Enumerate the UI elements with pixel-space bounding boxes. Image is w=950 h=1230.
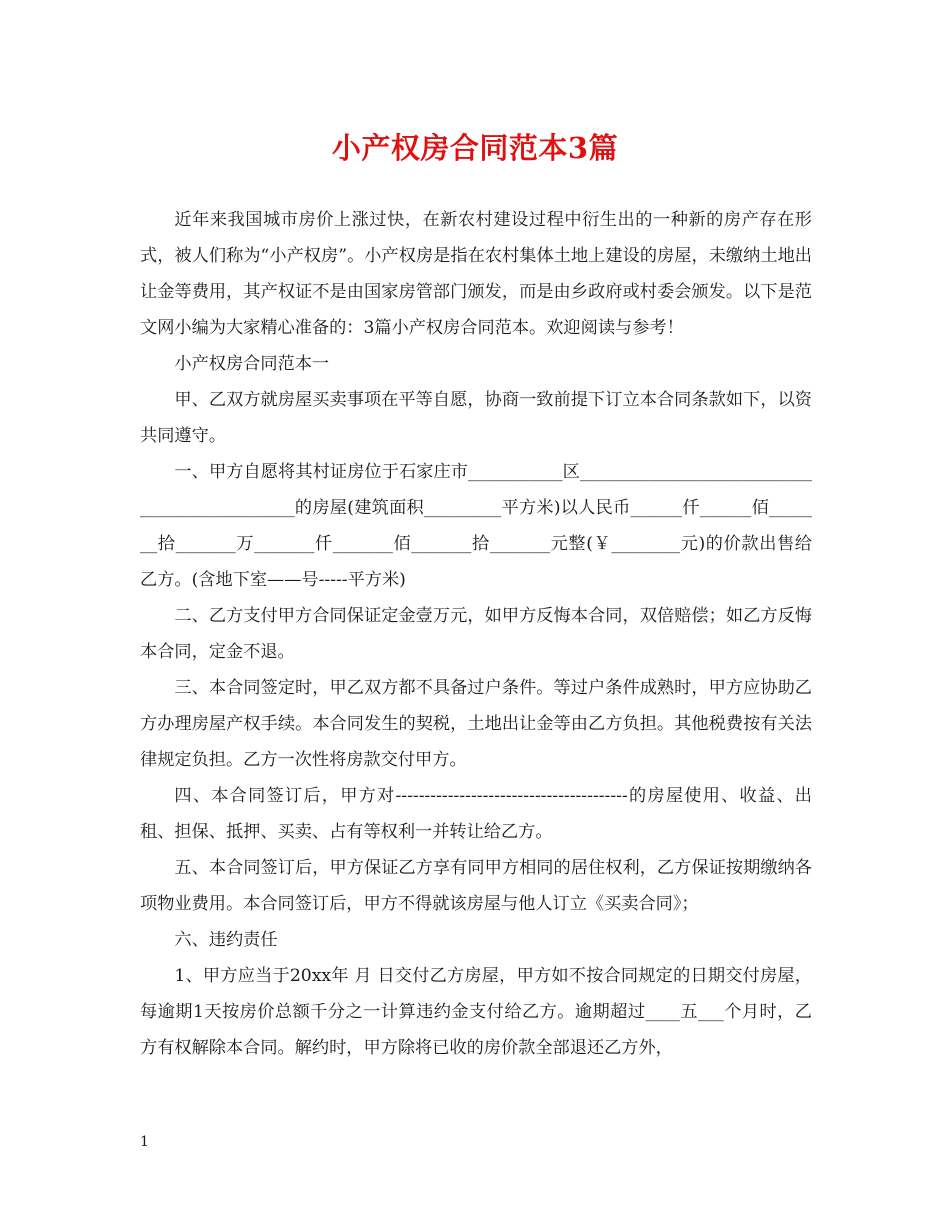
clause-4: 四、本合同签订后，甲方对----------------------------------------的房屋使用、收益、出租、担保、抵押、买卖、占有等权利一并转让给乙方。 bbox=[140, 786, 812, 842]
clause-1: 一、甲方自愿将其村证房位于石家庄市___________区_____________________________________________的房屋(建筑面积_________平方米)以人民币______仟______佰_______拾_______万_______仟_______佰_______拾_______元整(￥________元)的价款出售给乙方。(含地下室——号-----平方米) bbox=[140, 462, 812, 590]
page-number: 1 bbox=[140, 1134, 149, 1150]
clause-2: 二、乙方支付甲方合同保证定金壹万元，如甲方反悔本合同，双倍赔偿；如乙方反悔本合同，定金不退。 bbox=[140, 606, 812, 662]
clause-6-item-1: 1、甲方应当于20xx年 月 日交付乙方房屋，甲方如不按合同规定的日期交付房屋，每逾期1天按房价总额千分之一计算违约金支付给乙方。逾期超过____五___个月时，乙方有权解除本合同。解约时，甲方除将已收的房价款全部退还乙方外， bbox=[140, 966, 812, 1058]
clause-5: 五、本合同签订后，甲方保证乙方享有同甲方相同的居住权利，乙方保证按期缴纳各项物业费用。本合同签订后，甲方不得就该房屋与他人订立《买卖合同》； bbox=[140, 858, 812, 914]
clause-3: 三、本合同签定时，甲乙双方都不具备过户条件。等过户条件成熟时，甲方应协助乙方办理房屋产权手续。本合同发生的契税，土地出让金等由乙方负担。其他税费按有关法律规定负担。乙方一次性将房款交付甲方。 bbox=[140, 678, 812, 770]
document-title: 小产权房合同范本3篇 bbox=[331, 131, 619, 165]
section-heading: 小产权房合同范本一 bbox=[174, 354, 330, 374]
contract-preamble: 甲、乙双方就房屋买卖事项在平等自愿，协商一致前提下订立本合同条款如下，以资共同遵守。 bbox=[140, 390, 812, 446]
clause-6-heading: 六、违约责任 bbox=[174, 930, 278, 950]
document-body bbox=[140, 202, 812, 1066]
intro-paragraph: 近年来我国城市房价上涨过快，在新农村建设过程中衍生出的一种新的房产存在形式，被人们称为“小产权房”。小产权房是指在农村集体土地上建设的房屋，未缴纳土地出让金等费用，其产权证不是由国家房管部门颁发，而是由乡政府或村委会颁发。以下是范文网小编为大家精心准备的：3篇小产权房合同范本。欢迎阅读与参考！ bbox=[140, 210, 812, 338]
